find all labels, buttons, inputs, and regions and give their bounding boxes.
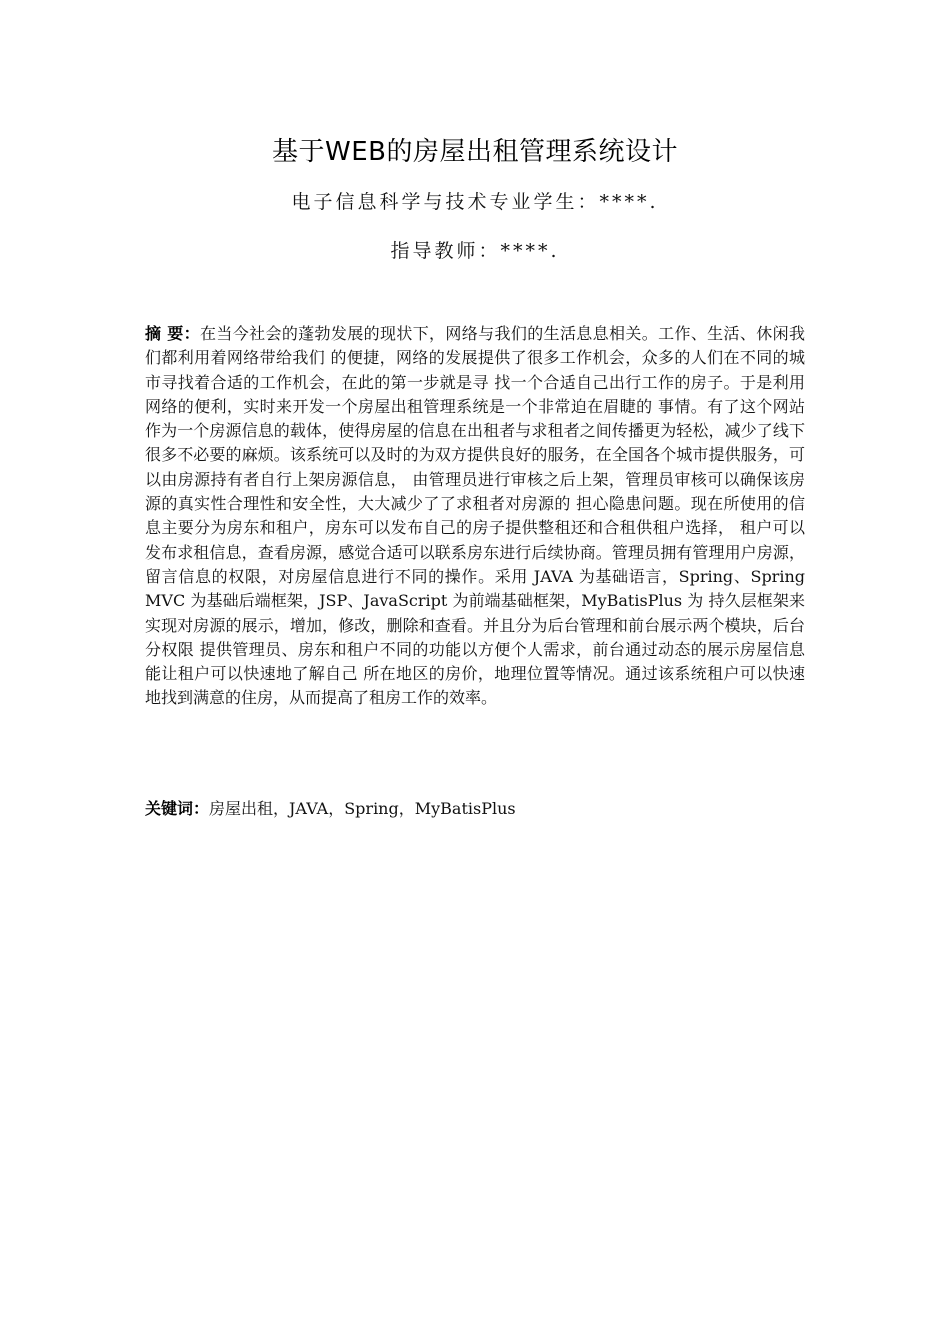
keywords-label: 关键词： <box>145 799 210 818</box>
abstract-text: 在当今社会的蓬勃发展的现状下，网络与我们的生活息息相关。工作、生活、休闲我们都利用着网络带给我们 的便捷，网络的发展提供了很多工作机会，众多的人们在不同的城市寻找着合适的工作机会，在此的第一步就是寻 找一个合适自己出行工作的房子。于是利用网络的便利，实时来开发一个房屋出租管理系统是一个非常迫在眉睫的 事情。有了这个网站作为一个房源信息的载体，使得房屋的信息在出租者与求租者之间传播更为轻松，减少了线下 很多不必要的麻烦。该系统可以及时的为双方提供良好的服务，在全国各个城市提供服务，可以由房源持有者自行上架房源信息， 由管理员进行审核之后上架，管理员审核可以确保该房源的真实性合理性和安全性，大大减少了了求租者对房源的 担心隐患问题。现在所使用的信息主要分为房东和租户，房东可以发布自己的房子提供整租还和合租供租户选择， 租户可以发布求租信息，查看房源，感觉合适可以联系房东进行后续协商。管理员拥有管理用户房源，留言信息的权限，对房屋信息进行不同的操作。采用 JAVA 为基础语言，Spring、Spring MVC 为基础后端框架，JSP、JavaScript 为前端基础框架，MyBatisPlus 为 持久层框架来实现对房源的展示，增加，修改，删除和查看。并且分为后台管理和前台展示两个模块，后台分权限 提供管理员、房东和租户不同的功能以方便个人需求，前台通过动态的展示房屋信息能让租户可以快速地了解自己 所在地区的房价，地理位置等情况。通过该系统租户可以快速地找到满意的住房，从而提高了租房工作的效率。 <box>145 324 805 708</box>
document-title: 基于WEB的房屋出租管理系统设计 <box>272 137 678 167</box>
keywords-text: 房屋出租，JAVA，Spring，MyBatisPlus <box>209 799 516 818</box>
keywords-line <box>145 797 805 821</box>
abstract-label: 摘 要： <box>145 324 201 343</box>
abstract-paragraph <box>145 322 805 711</box>
advisor-line: 指导教师：****. <box>390 240 560 262</box>
author-line: 电子信息科学与技术专业学生：****. <box>291 191 659 213</box>
